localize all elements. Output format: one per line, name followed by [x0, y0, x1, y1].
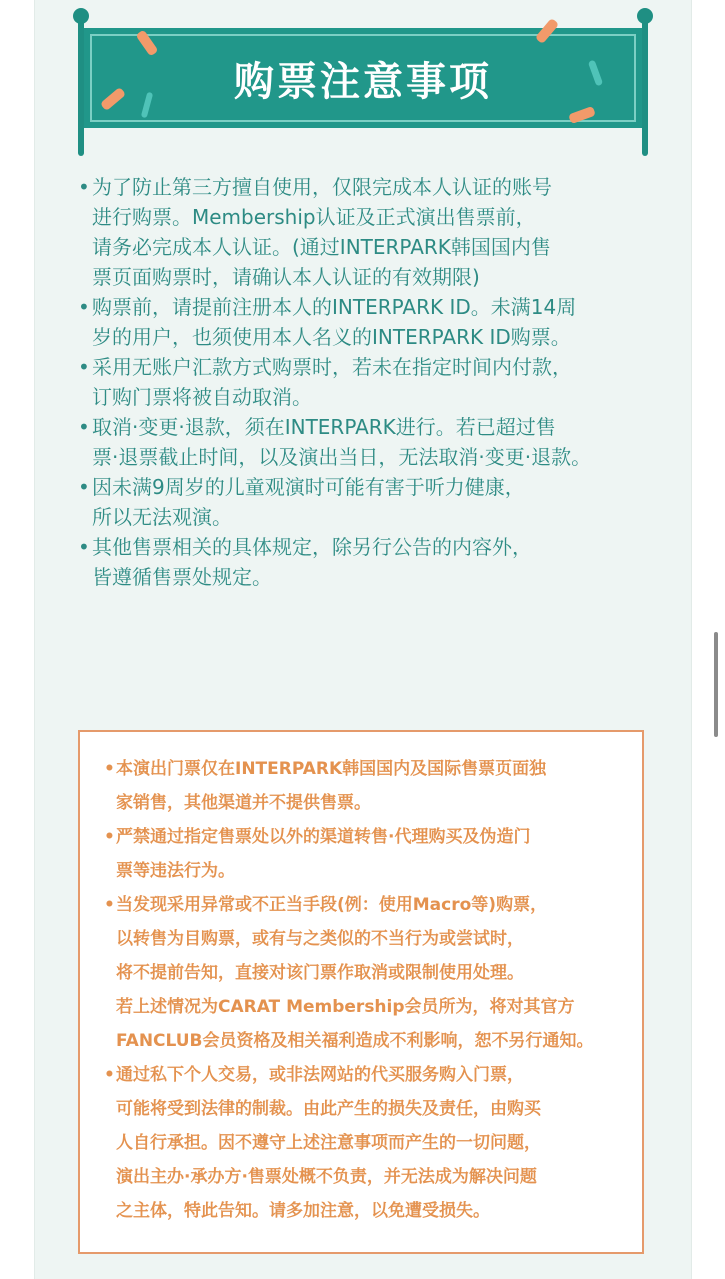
list-item: • 其他售票相关的具体规定，除另行公告的内容外， 皆遵循售票处规定。 [78, 532, 638, 592]
list-item: • 因未满9周岁的儿童观演时可能有害于听力健康， 所以无法观演。 [78, 472, 638, 532]
warning-box [78, 730, 644, 1254]
list-item: • 严禁通过指定售票处以外的渠道转售·代理购买及伪造门 票等违法行为。 [104, 820, 634, 888]
banner-pole-right [642, 16, 648, 156]
page-title: 购票注意事项 [234, 59, 492, 105]
banner-knob-left [73, 8, 89, 24]
list-item: • 取消·变更·退款，须在INTERPARK进行。若已超过售 票·退票截止时间，以及演出当日，无法取消·变更·退款。 [78, 412, 638, 472]
title-banner [72, 8, 662, 158]
list-item: • 采用无账户汇款方式购票时，若未在指定时间内付款， 订购门票将被自动取消。 [78, 352, 638, 412]
notes-list [78, 172, 638, 592]
list-item: • 本演出门票仅在INTERPARK韩国国内及国际售票页面独 家销售，其他渠道并不提供售票。 [104, 752, 634, 820]
list-item: • 购票前，请提前注册本人的INTERPARK ID。未满14周 岁的用户，也须使用本人名义的INTERPARK ID购票。 [78, 292, 638, 352]
list-item: • 为了防止第三方擅自使用，仅限完成本人认证的账号 进行购票。Membership认证及正式演出售票前， 请务必完成本人认证。(通过INTERPARK韩国国内售 票页面购票时，请确认本人认证的有效期限) [78, 172, 638, 292]
list-item: • 通过私下个人交易，或非法网站的代买服务购入门票， 可能将受到法律的制裁。由此产生的损失及责任，由购买 人自行承担。因不遵守上述注意事项而产生的一切问题， 演出主办·承办方·售票处概不负责，并无法成为解决问题 之主体，特此告知。请多加注意，以免遭受损失。 [104, 1058, 634, 1228]
banner-board [84, 28, 642, 128]
list-item: • 当发现采用异常或不正当手段(例：使用Macro等)购票， 以转售为目购票，或有与之类似的不当行为或尝试时， 将不提前告知，直接对该门票作取消或限制使用处理。 若上述情况为CARAT Membership会员所为，将对其官方 FANCLUB会员资格及相关福利造成不利影响，恕不另行通知。 [104, 888, 634, 1058]
warnings-list [104, 752, 634, 1228]
banner-knob-right [637, 8, 653, 24]
scrollbar[interactable] [714, 632, 718, 737]
